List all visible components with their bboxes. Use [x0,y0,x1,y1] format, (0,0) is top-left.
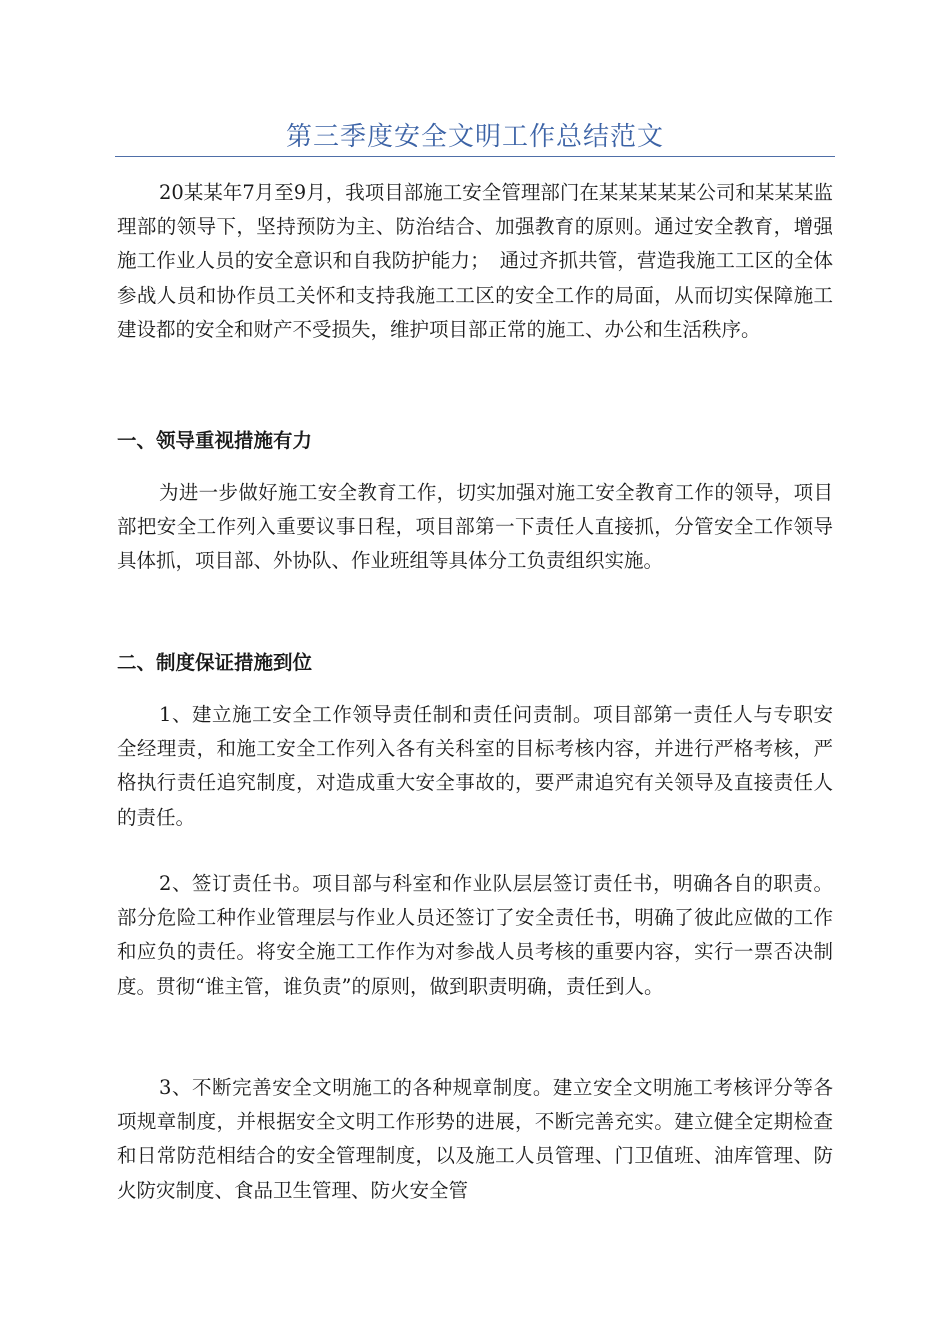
item-3-paragraph: 3、不断完善安全文明施工的各种规章制度。建立安全文明施工考核评分等各项规章制度，并根据安全文明工作形势的进展，不断完善充实。建立健全定期检查和日常防范相结合的安全管理制度，以及施工人员管理、门卫值班、油库管理、防火防灾制度、食品卫生管理、防火安全管 [117,1076,833,1202]
title-block [115,112,835,157]
section-1-heading: 一、领导重视措施有力 [117,429,313,452]
section-2-heading: 二、制度保证措施到位 [117,651,313,674]
section-1-paragraph: 为进一步做好施工安全教育工作，切实加强对施工安全教育工作的领导，项目部把安全工作列入重要议事日程，项目部第一下责任人直接抓，分管安全工作领导具体抓，项目部、外协队、作业班组等具体分工负责组织实施。 [117,481,833,573]
intro-paragraph: 20某某年7月至9月，我项目部施工安全管理部门在某某某某某公司和某某某监理部的领导下，坚持预防为主、防治结合、加强教育的原则。通过安全教育，增强施工作业人员的安全意识和自我防护能力； 通过齐抓共管，营造我施工工区的全体参战人员和协作员工关怀和支持我施工工区的安全工作的局面，从而切实保障施工建设都的安全和财产不受损失，维护项目部正常的施工、办公和生活秩序。 [117,181,833,341]
item-1-paragraph: 1、建立施工安全工作领导责任制和责任问责制。项目部第一责任人与专职安全经理责，和施工安全工作列入各有关科室的目标考核内容，并进行严格考核，严格执行责任追究制度，对造成重大安全事故的，要严肃追究有关领导及直接责任人的责任。 [117,703,833,829]
item-2-paragraph: 2、签订责任书。项目部与科室和作业队层层签订责任书，明确各自的职责。部分危险工种作业管理层与作业人员还签订了安全责任书，明确了彼此应做的工作和应负的责任。将安全施工工作作为对参战人员考核的重要内容，实行一票否决制度。贯彻“谁主管，谁负责”的原则，做到职责明确，责任到人。 [117,872,833,998]
document-title: 第三季度安全文明工作总结范文 [285,122,664,152]
